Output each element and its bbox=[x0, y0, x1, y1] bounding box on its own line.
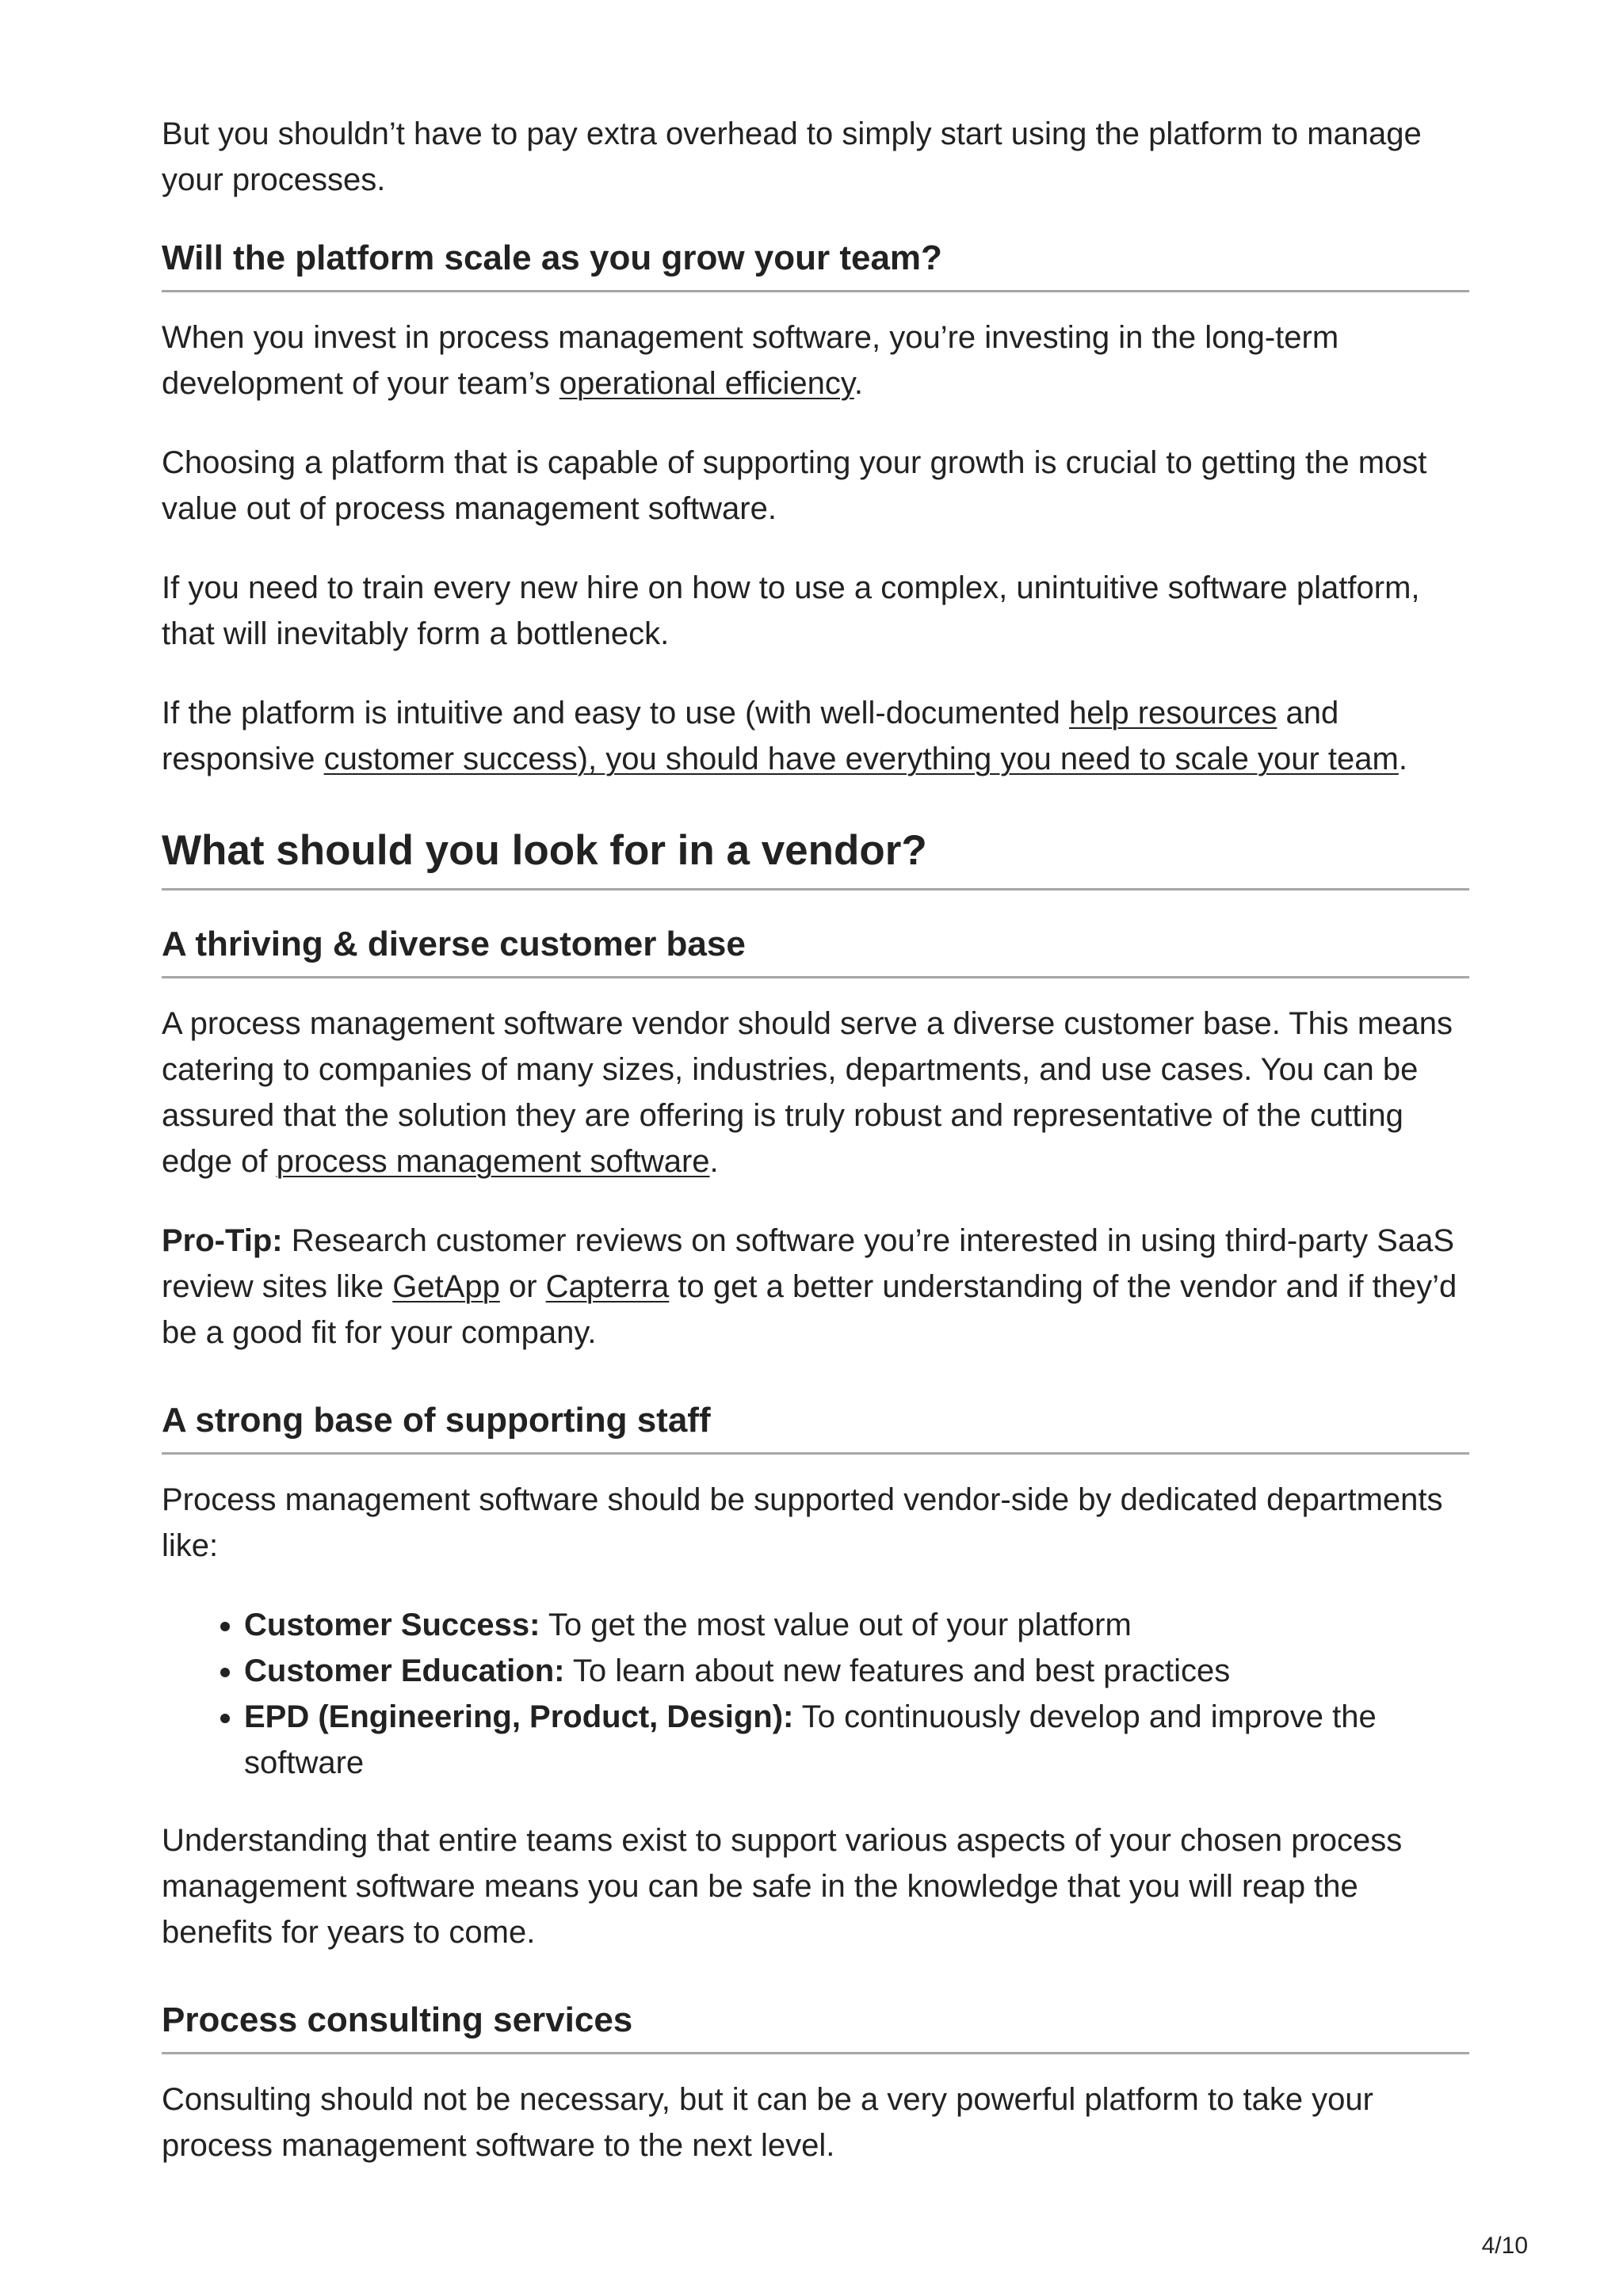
list-item-desc: To get the most value out of your platform bbox=[540, 1608, 1132, 1642]
scale-paragraph-2: Choosing a platform that is capable of supporting your growth is crucial to getting the most value out of process management software. bbox=[162, 445, 1427, 526]
heading-vendor: What should you look for in a vendor? bbox=[162, 825, 1469, 891]
list-item-term: EPD (Engineering, Product, Design): bbox=[244, 1699, 794, 1734]
protip-middle: or bbox=[499, 1269, 546, 1304]
getapp-link[interactable]: GetApp bbox=[392, 1269, 500, 1304]
customer-base-paragraph bbox=[162, 1001, 1469, 1184]
heading-staff: A strong base of supporting staff bbox=[162, 1398, 1469, 1455]
list-item-desc: To learn about new features and best practices bbox=[564, 1653, 1231, 1688]
list-item-term: Customer Education: bbox=[244, 1653, 565, 1688]
list-item bbox=[244, 1648, 1469, 1694]
scale-paragraph-4-end: . bbox=[1398, 742, 1407, 776]
scale-paragraph-4-middle: and responsive bbox=[162, 696, 1339, 776]
scale-paragraph-1-text: When you invest in process management software, you’re investing in the long-term development of your team’s bbox=[162, 320, 1339, 401]
article-body bbox=[162, 111, 1469, 2168]
list-item bbox=[244, 1602, 1469, 1648]
list-item bbox=[244, 1694, 1469, 1786]
protip-end: to get a better understanding of the vendor and if they’d be a good fit for your company. bbox=[162, 1269, 1457, 1350]
scale-paragraph-1-end: . bbox=[854, 366, 863, 401]
capterra-link[interactable]: Capterra bbox=[545, 1269, 670, 1304]
protip-label: Pro-Tip: bbox=[162, 1223, 283, 1258]
heading-scale: Will the platform scale as you grow your team? bbox=[162, 236, 1469, 292]
customer-base-text: A process management software vendor should serve a diverse customer base. This means catering to companies of many sizes, industries, departments, and use cases. You can be assured that the solution they are offering is truly robust and representative of the cutting edge of bbox=[162, 1006, 1453, 1179]
list-item-desc: To continuously develop and improve the software bbox=[244, 1699, 1377, 1780]
customer-success-link[interactable]: customer success), you should have everything you need to scale your team bbox=[323, 742, 1399, 776]
scale-paragraph-1 bbox=[162, 315, 1469, 406]
staff-outro-paragraph: Understanding that entire teams exist to support various aspects of your chosen process management software means you can be safe in the knowledge that you will reap the benefits for years to come. bbox=[162, 1823, 1403, 1950]
heading-customer-base: A thriving & diverse customer base bbox=[162, 922, 1469, 978]
intro-paragraph: But you shouldn’t have to pay extra overhead to simply start using the platform to manage your processes. bbox=[162, 116, 1422, 197]
page-number: 4/10 bbox=[1481, 2233, 1528, 2259]
protip-paragraph bbox=[162, 1218, 1469, 1356]
scale-paragraph-4 bbox=[162, 690, 1469, 782]
heading-consulting: Process consulting services bbox=[162, 1998, 1469, 2054]
operational-efficiency-link[interactable]: operational efficiency bbox=[559, 366, 854, 401]
protip-text: Research customer reviews on software you’re interested in using third-party SaaS review sites like bbox=[162, 1223, 1455, 1304]
scale-paragraph-3: If you need to train every new hire on how to use a complex, unintuitive software platform, that will inevitably form a bottleneck. bbox=[162, 570, 1420, 651]
list-item-term: Customer Success: bbox=[244, 1608, 540, 1642]
staff-list bbox=[162, 1602, 1469, 1786]
consulting-paragraph: Consulting should not be necessary, but it can be a very powerful platform to take your process management software to the next level. bbox=[162, 2082, 1373, 2163]
scale-paragraph-4-text: If the platform is intuitive and easy to use (with well-documented bbox=[162, 696, 1069, 730]
process-management-software-link[interactable]: process management software bbox=[276, 1144, 710, 1179]
customer-base-end: . bbox=[709, 1144, 719, 1179]
help-resources-link[interactable]: help resources bbox=[1069, 696, 1277, 730]
staff-intro-paragraph: Process management software should be supported vendor-side by dedicated departments like: bbox=[162, 1482, 1443, 1563]
